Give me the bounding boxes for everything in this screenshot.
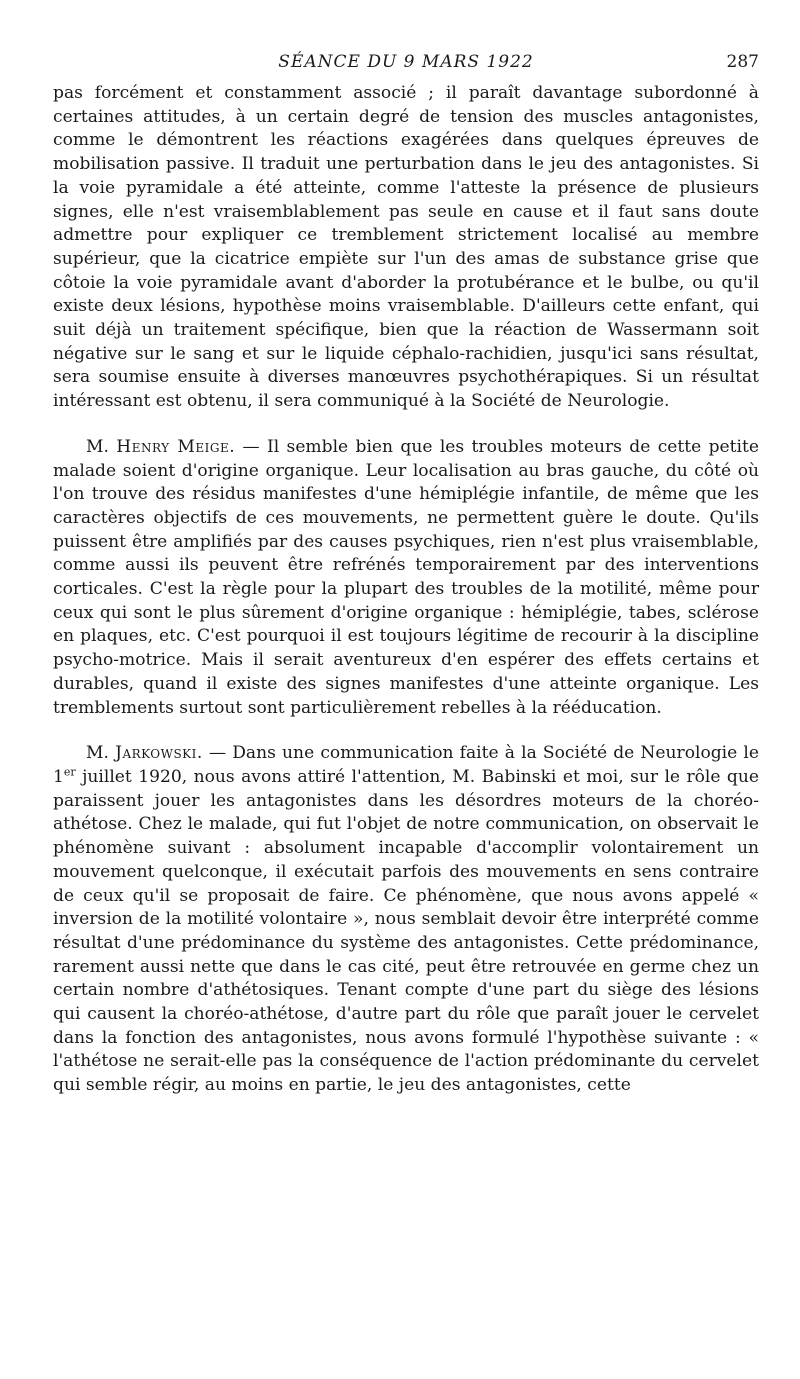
body-text — [53, 82, 759, 1098]
speaker-name: Henry Meige. — [116, 436, 236, 457]
running-title: SÉANCE DU 9 MARS 1922 — [278, 52, 534, 72]
paragraph-text: pas forcément et constamment associé ; il paraît davantage subordonné à certaines attitudes, à un certain degré de tension des muscles antagonistes, comme le démontrent les réactions exagérées dans quelques épreuves de mobilisation passive. Il traduit une perturbation dans le jeu des antagonistes. Si la voie pyramidale a été atteinte, comme l'atteste la présence de plusieurs signes, elle n'est vraisemblablement pas seule en cause et il faut sans doute admettre pour expliquer ce tremblement strictement localisé au membre supérieur, que la cicatrice empiète sur l'un des amas de substance grise que côtoie la voie pyramidale avant d'aborder la protubérance et le bulbe, ou qu'il existe deux lésions, hypothèse moins vraisemblable. D'ailleurs cette enfant, qui suit déjà un traitement spécifique, bien que la réaction de Wassermann soit négative sur le sang et sur le liquide céphalo-rachidien, jusqu'ici sans résultat, sera soumise ensuite à diverses manœuvres psychothérapiques. Si un résultat intéressant est obtenu, il sera communiqué à la Société de Neurologie. — [53, 83, 759, 412]
speaker-prefix: M. — [86, 436, 109, 457]
paragraph-gap — [53, 414, 759, 436]
paragraph-meige — [53, 436, 759, 720]
speaker-name: Jarkowski. — [115, 743, 203, 764]
page-number: 287 — [726, 52, 759, 72]
speaker-prefix: M. — [86, 743, 109, 764]
paragraph-text-lead: — Dans une communication faite à la Société de Neurologie le 1 — [53, 743, 759, 787]
paragraph-jarkowski — [53, 742, 759, 1098]
paragraph-text: juillet 1920, nous avons attiré l'attention, M. Babinski et moi, sur le rôle que paraissent jouer les antagonistes dans les désordres moteurs de la choréo-athétose. Chez le malade, qui fut l'objet de notre communication, on observait le phénomène suivant : absolument incapable d'accomplir volontairement un mouvement quelconque, il exécutait parfois des mouvements en sens contraire de ceux qu'il se proposait de faire. Ce phénomène, que nous avons appelé « inversion de la motilité volontaire », nous semblait devoir être interprété comme résultat d'une prédominance du système des antagonistes. Cette prédominance, rarement aussi nette que dans le cas cité, peut être retrouvée en germe chez un certain nombre d'athétosiques. Tenant compte d'une part du siège des lésions qui causent la choréo-athétose, d'autre part du rôle que paraît jouer le cervelet dans la fonction des antagonistes, nous avons formulé l'hypothèse suivante : « l'athétose ne serait-elle pas la conséquence de l'action prédominante du cervelet qui semble régir, au moins en partie, le jeu des antagonistes, cette — [53, 766, 759, 1096]
paragraph-gap — [53, 720, 759, 742]
ordinal-superscript: er — [63, 765, 76, 779]
page-header — [53, 52, 759, 76]
paragraph-text: — Il semble bien que les troubles moteurs de cette petite malade soient d'origine organique. Leur localisation au bras gauche, du côté où l'on trouve des résidus manifestes d'une hémiplégie infantile, de même que les caractères objectifs de ces mouvements, ne permettent guère le doute. Qu'ils puissent être amplifiés par des causes psychiques, rien n'est plus vraisemblable, comme aussi ils peuvent être refrénés temporairement par des interventions corticales. C'est la règle pour la plupart des troubles de la motilité, même pour ceux qui sont le plus sûrement d'origine organique : hémiplégie, tabes, sclérose en plaques, etc. C'est pourquoi il est toujours légitime de recourir à la discipline psycho-motrice. Mais il serait aventureux d'en espérer des effets certains et durables, quand il existe des signes manifestes d'une atteinte organique. Les tremblements surtout sont particulièrement rebelles à la rééducation. — [53, 436, 759, 718]
paragraph-continuation — [53, 82, 759, 414]
